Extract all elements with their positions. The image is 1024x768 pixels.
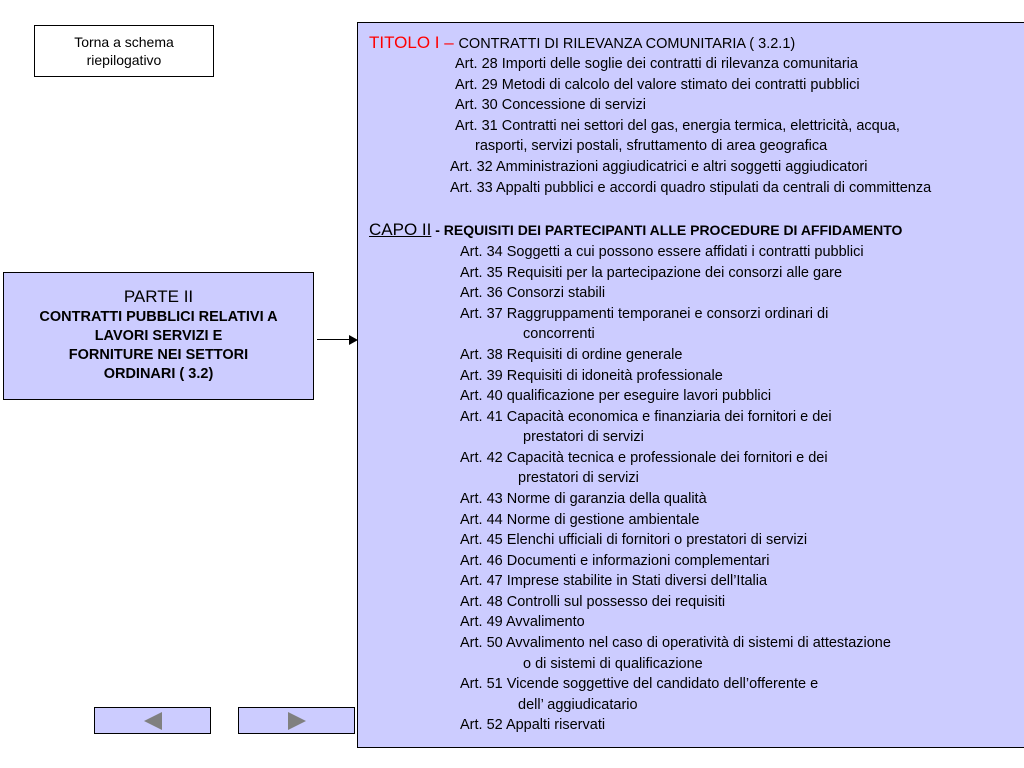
capo-label: CAPO II	[369, 220, 432, 239]
parte-line: FORNITURE NEI SETTORI	[68, 347, 249, 363]
back-to-summary-button[interactable]	[34, 25, 214, 77]
parte-line: LAVORI SERVIZI E	[94, 328, 223, 344]
article-link[interactable]: Art. 42 Capacità tecnica e professionale dei fornitori e dei	[460, 450, 828, 466]
triangle-right-icon	[288, 712, 306, 730]
article-link[interactable]: Art. 40 qualificazione per eseguire lavori pubblici	[460, 388, 772, 404]
article-link[interactable]: Art. 36 Consorzi stabili	[460, 285, 606, 301]
article-link[interactable]: Art. 49 Avvalimento	[460, 614, 585, 630]
article-continuation: prestatori di servizi	[523, 429, 644, 445]
article-link[interactable]: Art. 45 Elenchi ufficiali di fornitori o prestatori di servizi	[460, 532, 808, 548]
back-label-line1: Torna a schema	[74, 34, 174, 50]
parte-line: CONTRATTI PUBBLICI RELATIVI A	[39, 309, 278, 325]
titolo-dash: –	[439, 33, 459, 52]
article-link[interactable]: Art. 30 Concessione di servizi	[455, 97, 646, 113]
titolo-label: TITOLO I	[369, 33, 440, 52]
article-link[interactable]: Art. 39 Requisiti di idoneità professionale	[460, 368, 723, 384]
article-continuation: rasporti, servizi postali, sfruttamento di area geografica	[475, 138, 828, 154]
article-link[interactable]: Art. 47 Imprese stabilite in Stati diversi dell’Italia	[460, 573, 768, 589]
capo-heading-text: - REQUISITI DEI PARTECIPANTI ALLE PROCEDURE DI AFFIDAMENTO	[431, 222, 903, 238]
titolo-heading	[369, 34, 795, 53]
parte-ii-box	[3, 272, 314, 400]
article-link[interactable]: Art. 34 Soggetti a cui possono essere affidati i contratti pubblici	[460, 244, 864, 260]
back-label-line2: riepilogativo	[86, 52, 162, 68]
article-link[interactable]: Art. 43 Norme di garanzia della qualità	[460, 491, 707, 507]
capo-heading	[369, 221, 902, 240]
titolo-heading-text: CONTRATTI DI RILEVANZA COMUNITARIA ( 3.2.1)	[458, 36, 796, 52]
article-link[interactable]: Art. 51 Vicende soggettive del candidato dell’offerente e	[460, 676, 819, 692]
article-link[interactable]: Art. 37 Raggruppamenti temporanei e consorzi ordinari di	[460, 306, 829, 322]
next-slide-button[interactable]	[238, 707, 355, 734]
article-link[interactable]: Art. 35 Requisiti per la partecipazione dei consorzi alle gare	[460, 265, 843, 281]
article-link[interactable]: Art. 29 Metodi di calcolo del valore stimato dei contratti pubblici	[455, 77, 860, 93]
article-link[interactable]: Art. 28 Importi delle soglie dei contratti di rilevanza comunitaria	[455, 56, 858, 72]
article-link[interactable]: Art. 46 Documenti e informazioni complementari	[460, 553, 770, 569]
article-continuation: o di sistemi di qualificazione	[523, 656, 703, 672]
triangle-left-icon	[144, 712, 162, 730]
article-link[interactable]: Art. 32 Amministrazioni aggiudicatrici e altri soggetti aggiudicatori	[450, 159, 868, 175]
parte-subtitle	[4, 308, 313, 384]
article-continuation: dell’ aggiudicatario	[518, 697, 638, 713]
previous-slide-button[interactable]	[94, 707, 211, 734]
article-link[interactable]: Art. 41 Capacità economica e finanziaria dei fornitori e dei	[460, 409, 832, 425]
article-link[interactable]: Art. 44 Norme di gestione ambientale	[460, 512, 700, 528]
article-link[interactable]: Art. 31 Contratti nei settori del gas, energia termica, elettricità, acqua,	[455, 118, 900, 134]
article-link[interactable]: Art. 38 Requisiti di ordine generale	[460, 347, 683, 363]
article-link[interactable]: Art. 48 Controlli sul possesso dei requisiti	[460, 594, 726, 610]
article-link[interactable]: Art. 33 Appalti pubblici e accordi quadro stipulati da centrali di committenza	[450, 180, 932, 196]
parte-line: ORDINARI ( 3.2)	[103, 366, 214, 382]
article-link[interactable]: Art. 50 Avvalimento nel caso di operatività di sistemi di attestazione	[460, 635, 891, 651]
article-link[interactable]: Art. 52 Appalti riservati	[460, 717, 606, 733]
article-continuation: prestatori di servizi	[518, 470, 639, 486]
parte-title: PARTE II	[123, 287, 194, 306]
connector-line	[317, 339, 351, 340]
article-continuation: concorrenti	[523, 326, 595, 342]
content-panel	[357, 22, 1024, 748]
